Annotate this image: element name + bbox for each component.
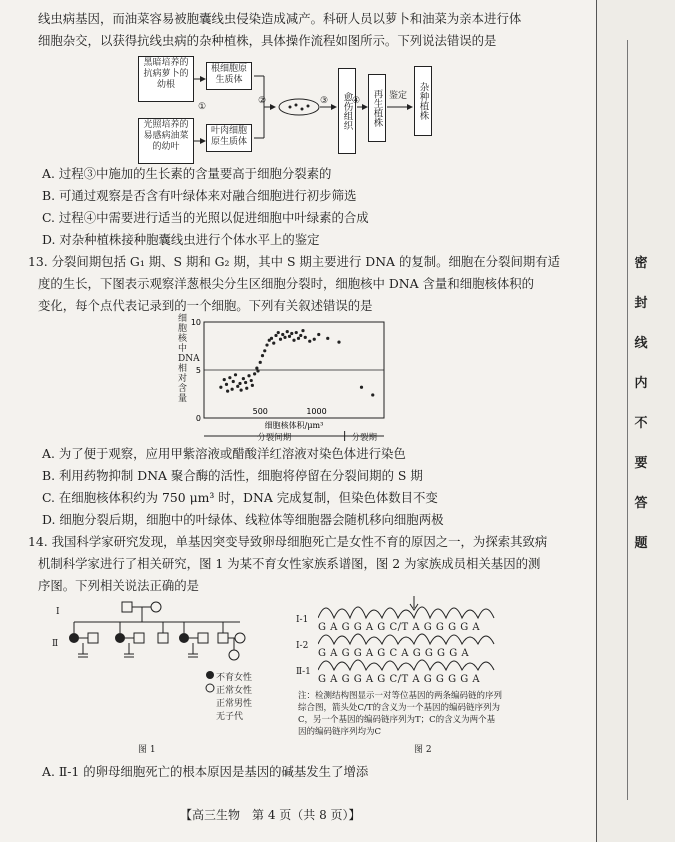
seq-note: 注：检测结构图显示一对等位基因的两条编码链的序列综合图，箭头处C/T的含义为一个基因的编码链序列为C，另一个基因的编码链序列为T；C的含义为两个基因的编码链序列均为C	[298, 691, 503, 737]
q14-stem-2: 机制科学家进行了相关研究，图 1 为某不育女性家族系谱图，图 2 为家族成员相关基因的测	[38, 556, 541, 571]
chart-point	[277, 331, 280, 334]
chart-point	[228, 376, 231, 379]
chart-point	[240, 389, 243, 392]
chart-point	[317, 333, 320, 336]
chart-ytick-label: 10	[190, 318, 201, 327]
figure-2-caption: 图 2	[414, 745, 432, 755]
chart-point	[297, 337, 300, 340]
binding-margin	[596, 0, 675, 842]
chart-point	[270, 337, 273, 340]
chart-point	[250, 379, 253, 382]
chart-xtick-label: 1000	[306, 407, 327, 416]
chart-point	[238, 382, 241, 385]
flow-arrows	[130, 52, 440, 170]
flow-step-4: ④	[352, 96, 361, 106]
chart-point	[286, 330, 289, 333]
chart-point	[247, 374, 250, 377]
chart-point	[301, 329, 304, 332]
legend-normal-female: 正常女性	[216, 686, 253, 696]
q12-option-a: A. 过程③中施加的生长素的含量要高于细胞分裂素的	[42, 166, 332, 181]
chart-point	[337, 341, 340, 344]
q13-stem-1: 13. 分裂间期包括 G₁ 期、S 期和 G₂ 期，其中 S 期主要进行 DNA 的复制。细胞在分裂间期有适	[28, 254, 561, 269]
chart-ytick-label: 5	[195, 366, 201, 375]
chart-point	[226, 390, 229, 393]
chart-point	[371, 393, 374, 396]
pedigree-II4	[179, 633, 189, 643]
chart-point	[283, 336, 286, 339]
seal-char-3: 线	[634, 336, 648, 351]
chart-point	[253, 372, 256, 375]
q13-stem-3: 变化，每个点代表记录到的一个细胞。下列有关叙述错误的是	[38, 298, 373, 313]
fusion-dish-icon	[279, 99, 319, 115]
pedigree-I1	[122, 602, 132, 612]
chart-point	[272, 342, 275, 345]
chart-point	[299, 334, 302, 337]
flow-protoplast-root: 根细胞原生质体	[206, 62, 252, 90]
flow-step-1: ①	[198, 102, 207, 112]
intro-line-1: 线虫病基因，而油菜容易被胞囊线虫侵染造成减产。科研人员以萝卜和油菜为亲本进行体	[38, 11, 522, 26]
chart-point	[326, 337, 329, 340]
chart-point	[223, 378, 226, 381]
q12-option-d: D. 对杂种植株接种胞囊线虫进行个体水平上的鉴定	[42, 232, 320, 247]
seal-char-7: 答	[634, 496, 648, 511]
q13-stem-2: 度的生长，下图表示观察洋葱根尖分生区细胞分裂时，细胞核中 DNA 含量和细胞核体积的	[38, 276, 535, 291]
seq-label-I2: I-2	[296, 641, 309, 651]
chart-xtick-label: 500	[252, 407, 268, 416]
flow-identify-label: 鉴定	[389, 91, 408, 101]
chart-point	[295, 331, 298, 334]
flow-source-radish: 黑暗培养的抗病萝卜的幼根	[138, 56, 194, 102]
chart-point	[251, 384, 254, 387]
seq-row-I2: G A G G A G C A G G G G A	[318, 648, 470, 659]
flow-regenerated-plant: 再生植株	[368, 74, 386, 142]
chart-point	[236, 385, 239, 388]
q14-stem-1: 14. 我国科学家研究发现，单基因突变导致卵母细胞死亡是女性不育的原因之一，为探索其致病	[28, 534, 548, 549]
chart-point	[290, 332, 293, 335]
generation-II-label: Ⅱ	[52, 639, 59, 649]
chart-point	[245, 387, 248, 390]
chart-point	[259, 361, 262, 364]
pedigree-II1	[69, 633, 79, 643]
chart-point	[308, 340, 311, 343]
chart-point	[274, 334, 277, 337]
legend-no-offspring: 无子代	[216, 712, 244, 722]
chart-point	[255, 366, 258, 369]
seq-label-II1: Ⅱ-1	[296, 667, 311, 677]
chart-point	[219, 386, 222, 389]
chart-point	[265, 343, 268, 346]
q12-option-c: C. 过程④中需要进行适当的光照以促进细胞中叶绿素的合成	[42, 210, 369, 225]
chart-point	[281, 333, 284, 336]
margin-line	[627, 40, 628, 800]
chart-point	[360, 386, 363, 389]
chart-point	[232, 380, 235, 383]
flow-hybrid-plant: 杂种植株	[414, 66, 432, 136]
chart-point	[225, 383, 228, 386]
q13-option-b: B. 利用药物抑制 DNA 聚合酶的活性，细胞将停留在分裂间期的 S 期	[42, 468, 423, 483]
page-footer: 【高三生物 第 4 页（共 8 页）】	[180, 808, 361, 822]
q13-option-c: C. 在细胞核体积约为 750 μm³ 时，DNA 完成复制，但染色体数目不变	[42, 490, 438, 505]
q14-stem-3: 序图。下列相关说法正确的是	[38, 578, 200, 593]
flow-protoplast-leaf: 叶肉细胞原生质体	[206, 124, 252, 152]
flow-step-2: ②	[258, 96, 267, 106]
q13-option-a: A. 为了便于观察，应用甲紫溶液或醋酸洋红溶液对染色体进行染色	[42, 446, 406, 461]
figure-1-caption: 图 1	[138, 745, 156, 755]
chart-point	[256, 369, 259, 372]
chart-xlabel: 细胞核体积/μm³	[264, 421, 324, 430]
flow-step-3: ③	[320, 96, 329, 106]
chart-ytick-label: 0	[195, 414, 201, 423]
sequencing-peaks	[318, 596, 498, 680]
legend-normal-male: 正常男性	[216, 699, 253, 709]
seal-char-1: 密	[634, 256, 648, 271]
seal-char-8: 题	[634, 536, 648, 551]
q13-option-d: D. 细胞分裂后期，细胞中的叶绿体、线粒体等细胞器会随机移向细胞两极	[42, 512, 444, 527]
seal-char-6: 要	[634, 456, 648, 471]
seq-row-I1: G A G G A G C/T A G G G G A	[318, 622, 481, 633]
chart-point	[263, 349, 266, 352]
dna-scatter-chart	[190, 314, 400, 444]
flow-source-rapeseed: 光照培养的易感病油菜的幼叶	[138, 118, 194, 164]
seal-char-5: 不	[634, 416, 648, 431]
q12-option-b: B. 可通过观察是否含有叶绿体来对融合细胞进行初步筛选	[42, 188, 357, 203]
chart-point	[231, 388, 234, 391]
legend-infertile-female: 不育女性	[216, 673, 253, 683]
chart-point	[292, 339, 295, 342]
pedigree-II2	[115, 633, 125, 643]
chart-ylabel: 细胞核中DNA相对含量	[178, 314, 200, 404]
phase-label-interphase: 分裂间期	[257, 433, 292, 443]
chart-point	[313, 338, 316, 341]
seal-char-4: 内	[634, 376, 648, 391]
chart-point	[261, 354, 264, 357]
pedigree-I2	[151, 602, 161, 612]
generation-I-label: I	[56, 607, 60, 617]
chart-point	[279, 338, 282, 341]
flow-callus: 愈伤组织	[338, 68, 356, 154]
seq-row-II1: G A G G A G C/T A G G G G A	[318, 674, 481, 685]
chart-point	[288, 335, 291, 338]
seq-label-I1: I-1	[296, 615, 309, 625]
seal-char-2: 封	[634, 296, 648, 311]
chart-point	[242, 377, 245, 380]
intro-line-2: 细胞杂交，以获得抗线虫病的杂种植株，具体操作流程如图所示。下列说法错误的是	[38, 33, 497, 48]
chart-point	[304, 336, 307, 339]
phase-label-mitosis: 分裂期	[351, 433, 378, 443]
q14-option-a: A. Ⅱ-1 的卵母细胞死亡的根本原因是基因的碱基发生了增添	[42, 764, 369, 779]
chart-point	[244, 381, 247, 384]
chart-point	[234, 373, 237, 376]
